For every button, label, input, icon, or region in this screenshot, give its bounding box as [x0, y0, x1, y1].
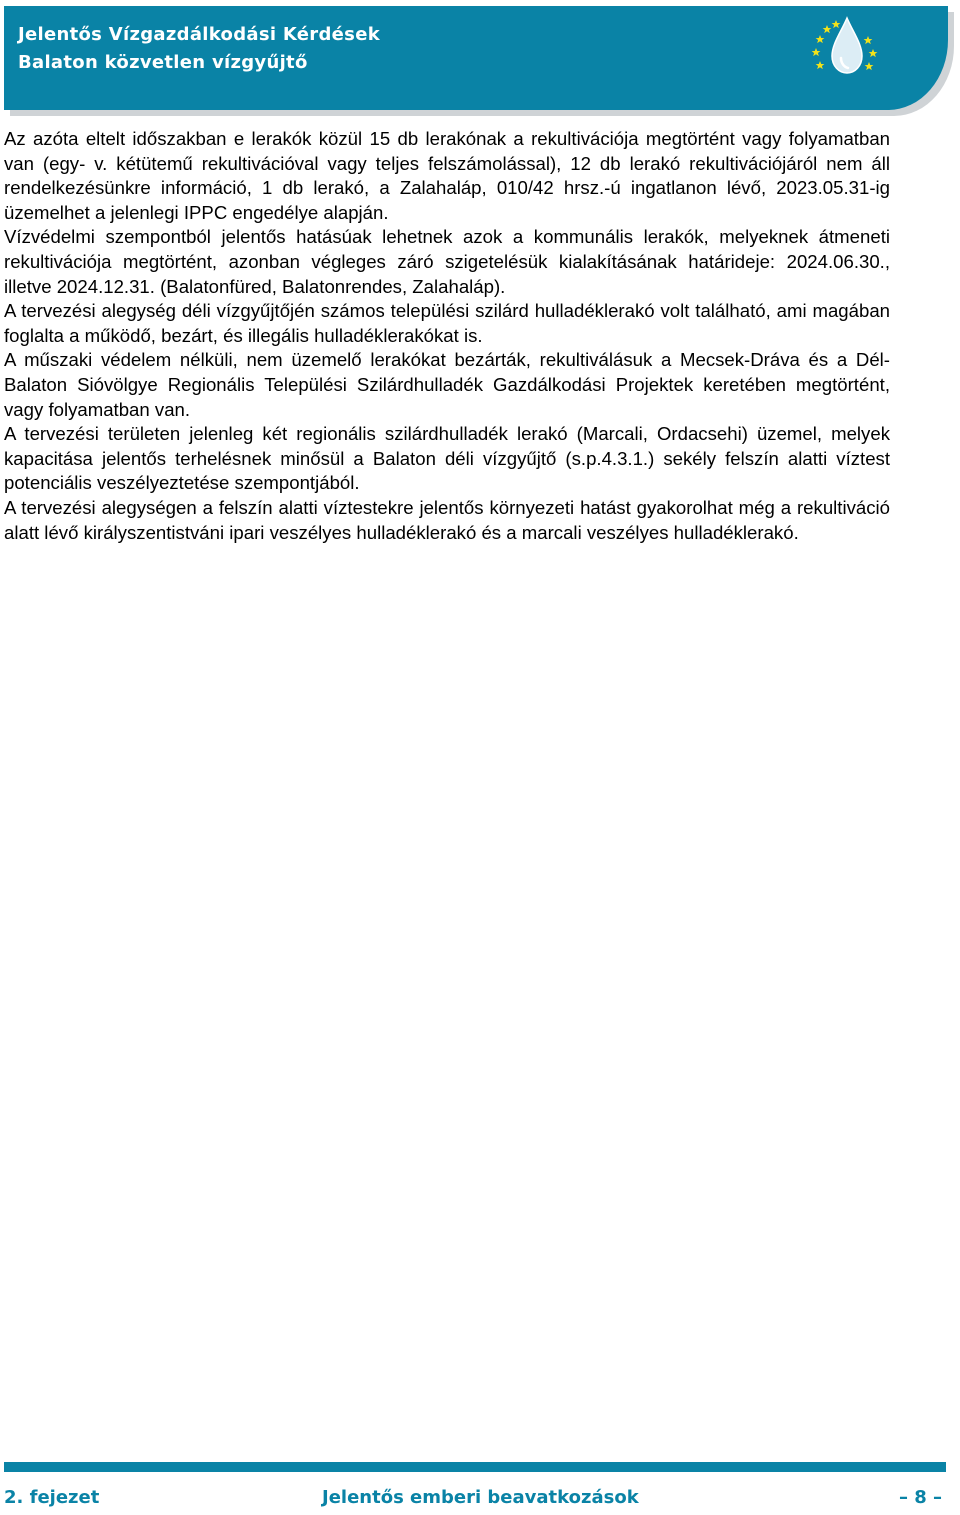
paragraph: A műszaki védelem nélküli, nem üzemelő lerakókat bezárták, rekultiválásuk a Mecsek-Dráva és a Dél-Balaton Sióvölgye Regionális Települési Szilárdhulladék Gazdálkodási Projektek keretében megtörtént, vagy folyamatban van.: [4, 349, 890, 420]
document-body: [4, 127, 890, 545]
header-title-line-2: Balaton közvetlen vízgyűjtő: [18, 52, 308, 73]
paragraph: A tervezési területen jelenleg két regionális szilárdhulladék lerakó (Marcali, Ordacsehi) üzemel, melyek kapacitása jelentős terhelésnek minősül a Balaton déli vízgyűjtő (s.p.4.3.1.) sekély felszín alatti víztest potenciális veszélyeztetése szempontjából.: [4, 423, 890, 494]
page-header: [4, 6, 948, 110]
footer-divider: [4, 1462, 946, 1472]
footer-chapter: 2. fejezet: [4, 1487, 100, 1508]
paragraph: Az azóta eltelt időszakban e lerakók közül 15 db lerakónak a rekultivációja megtörtént vagy folyamatban van (egy- v. kétütemű rekultivációval vagy teljes felszámolással), 12 db lerakó rekultivációjáról nem áll rendelkezésünkre információ, 1 db lerakó, a Zalahaláp, 010/42 hrsz.-ú ingatlanon lévő, 2023.05.31-ig üzemelhet a jelenlegi IPPC engedélye alapján.: [4, 128, 890, 223]
water-drop-stars-icon: [810, 14, 884, 80]
paragraph: A tervezési alegységen a felszín alatti víztestekre jelentős környezeti hatást gyakorolhat még a rekultiváció alatt lévő királyszentistváni ipari veszélyes hulladéklerakó és a marcali veszélyes hulladéklerakó.: [4, 496, 890, 543]
header-title-line-1: Jelentős Vízgazdálkodási Kérdések: [18, 24, 380, 45]
paragraph: A tervezési alegység déli vízgyűjtőjén számos települési szilárd hulladéklerakó volt található, ami magában foglalta a működő, bezárt, és illegális hulladéklerakókat is.: [4, 300, 890, 346]
footer-page-number: – 8 –: [898, 1487, 942, 1508]
page-footer: [4, 1487, 942, 1513]
footer-section-title: Jelentős emberi beavatkozások: [322, 1487, 639, 1508]
paragraph: Vízvédelmi szempontból jelentős hatásúak lehetnek azok a kommunális lerakók, melyeknek átmeneti rekultivációja megtörtént, azonban végleges záró szigetelésük kialakításának határideje: 2024.06.30., illetve 2024.12.31. (Balatonfüred, Balatonrendes, Zalahaláp).: [4, 226, 890, 297]
header-title: [18, 21, 380, 77]
